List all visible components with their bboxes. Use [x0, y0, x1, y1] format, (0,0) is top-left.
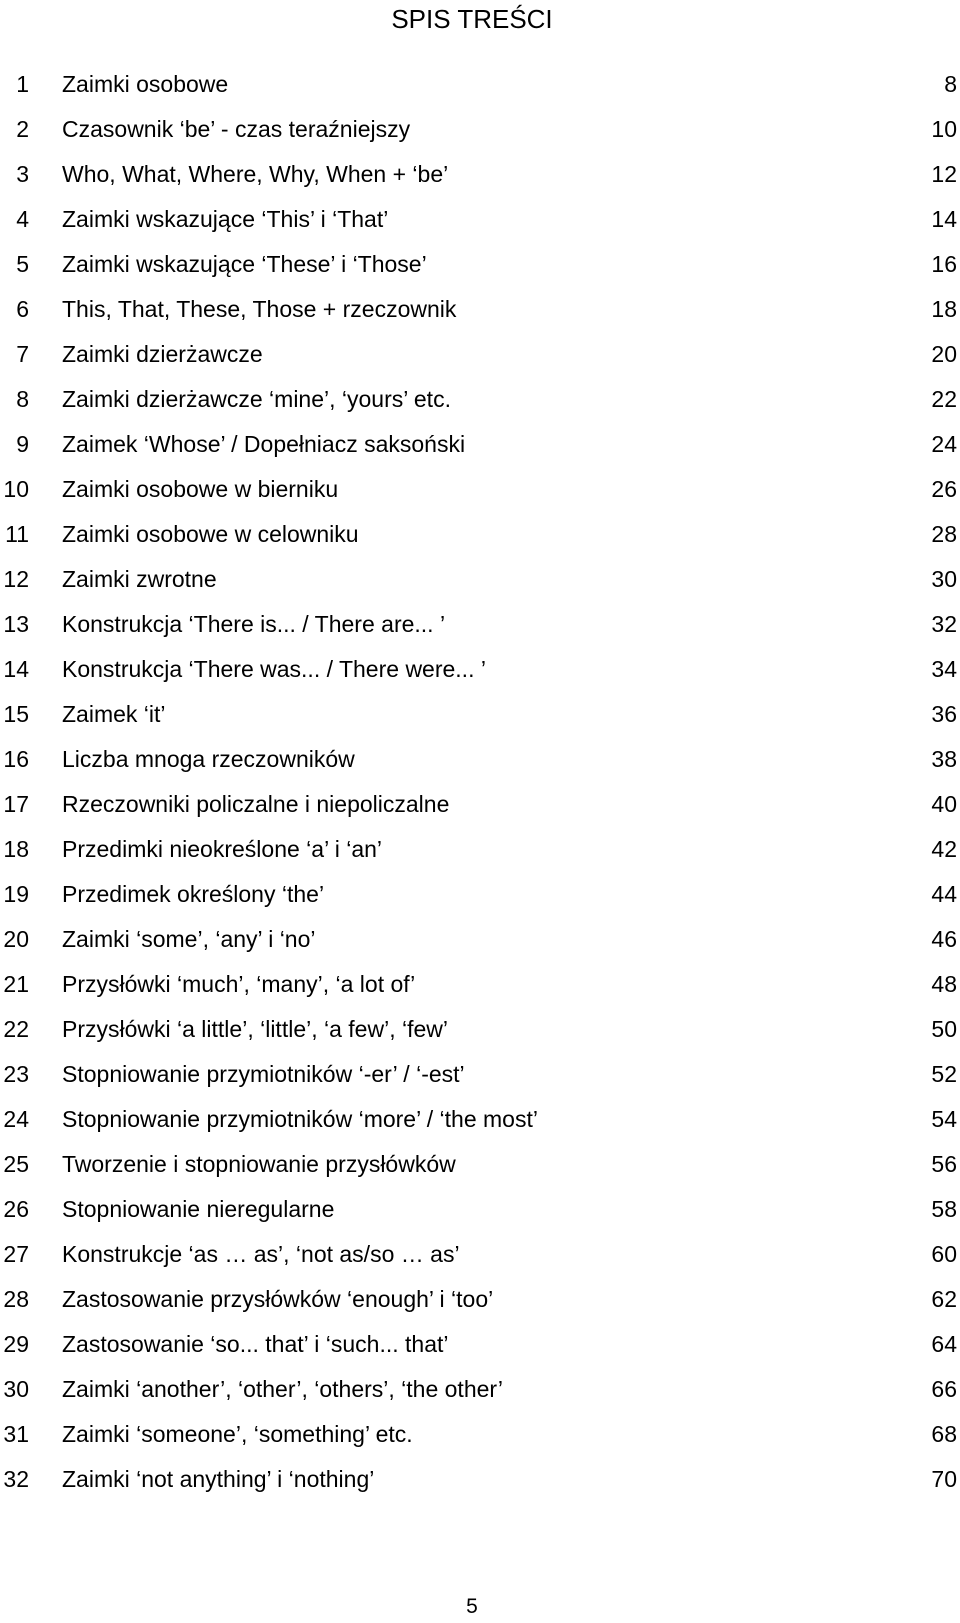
toc-entry: [0, 377, 960, 422]
toc-entry-page: 64: [931, 1331, 957, 1357]
toc-entry-number: 32: [3, 1466, 29, 1492]
toc-entry-title: Who, What, Where, Why, When + ‘be’: [62, 161, 449, 187]
toc-entry-number: 12: [3, 566, 29, 592]
toc-entry-title: Zaimki osobowe w celowniku: [62, 521, 359, 547]
toc-entry-number: 17: [3, 791, 29, 817]
toc-entry-number: 1: [16, 71, 29, 97]
toc-entry-title: Zastosowanie przysłówków ‘enough’ i ‘too’: [62, 1286, 494, 1312]
toc-entry: [0, 467, 960, 512]
toc-entry: [0, 647, 960, 692]
toc-entry-title: Stopniowanie przymiotników ‘-er’ / ‘-est’: [62, 1061, 465, 1087]
toc-entry-number: 13: [3, 611, 29, 637]
toc-entry-number: 7: [16, 341, 29, 367]
toc-entry: [0, 872, 960, 917]
toc-entry-number: 25: [3, 1151, 29, 1177]
toc-entry: [0, 1277, 960, 1322]
toc-entry-page: 24: [931, 431, 957, 457]
toc-entry-number: 8: [16, 386, 29, 412]
toc-entry-page: 52: [931, 1061, 957, 1087]
toc-entry-title: Zaimki wskazujące ‘This’ i ‘That’: [62, 206, 389, 232]
toc-entry-number: 6: [16, 296, 29, 322]
toc-entry-title: Konstrukcja ‘There is... / There are... ’: [62, 611, 446, 637]
toc-entry-number: 14: [3, 656, 29, 682]
toc-entry-page: 30: [931, 566, 957, 592]
toc-entry-page: 50: [931, 1016, 957, 1042]
toc-entry: [0, 1457, 960, 1502]
table-of-contents: [0, 62, 960, 1502]
toc-entry-page: 70: [931, 1466, 957, 1492]
toc-entry-page: 62: [931, 1286, 957, 1312]
toc-entry-page: 46: [931, 926, 957, 952]
toc-entry-page: 8: [944, 71, 957, 97]
toc-entry: [0, 62, 960, 107]
toc-entry-title: Stopniowanie przymiotników ‘more’ / ‘the most’: [62, 1106, 538, 1132]
toc-entry-number: 5: [16, 251, 29, 277]
toc-entry-number: 20: [3, 926, 29, 952]
toc-entry-title: Liczba mnoga rzeczowników: [62, 746, 355, 772]
toc-entry-title: Rzeczowniki policzalne i niepoliczalne: [62, 791, 450, 817]
toc-entry: [0, 737, 960, 782]
toc-entry-page: 44: [931, 881, 957, 907]
toc-entry-title: Przedimki nieokreślone ‘a’ i ‘an’: [62, 836, 383, 862]
toc-entry-title: Zaimek ‘Whose’ / Dopełniacz saksoński: [62, 431, 466, 457]
toc-entry-number: 18: [3, 836, 29, 862]
toc-entry-number: 10: [3, 476, 29, 502]
page-number: 5: [466, 1595, 478, 1618]
toc-entry-page: 60: [931, 1241, 957, 1267]
toc-entry-page: 48: [931, 971, 957, 997]
toc-entry: [0, 782, 960, 827]
toc-entry-title: Przysłówki ‘a little’, ‘little’, ‘a few’, ‘few’: [62, 1016, 448, 1042]
toc-entry-number: 9: [16, 431, 29, 457]
toc-entry-page: 20: [931, 341, 957, 367]
toc-entry-title: Zaimek ‘it’: [62, 701, 166, 727]
toc-entry-number: 24: [3, 1106, 29, 1132]
toc-entry-number: 11: [5, 521, 29, 547]
toc-entry: [0, 917, 960, 962]
toc-entry-page: 54: [931, 1106, 957, 1132]
toc-entry: [0, 1007, 960, 1052]
toc-entry-page: 40: [931, 791, 957, 817]
toc-entry: [0, 557, 960, 602]
toc-entry-page: 16: [931, 251, 957, 277]
toc-entry-number: 4: [16, 206, 29, 232]
toc-entry-title: Zaimki ‘not anything’ i ‘nothing’: [62, 1466, 375, 1492]
toc-entry-number: 2: [16, 116, 29, 142]
toc-entry-number: 16: [3, 746, 29, 772]
toc-entry-number: 28: [3, 1286, 29, 1312]
toc-entry-page: 42: [931, 836, 957, 862]
toc-entry-page: 36: [931, 701, 957, 727]
toc-entry-number: 30: [3, 1376, 29, 1402]
toc-entry-number: 15: [3, 701, 29, 727]
toc-entry: [0, 422, 960, 467]
toc-entry: [0, 332, 960, 377]
toc-entry: [0, 1322, 960, 1367]
toc-entry: [0, 602, 960, 647]
toc-entry-number: 19: [3, 881, 29, 907]
toc-entry: [0, 287, 960, 332]
toc-entry: [0, 1142, 960, 1187]
toc-entry-page: 14: [931, 206, 957, 232]
toc-entry-page: 28: [931, 521, 957, 547]
toc-entry-page: 56: [931, 1151, 957, 1177]
toc-entry: [0, 1412, 960, 1457]
toc-entry-number: 26: [3, 1196, 29, 1222]
toc-entry-page: 26: [931, 476, 957, 502]
toc-entry-title: Przedimek określony ‘the’: [62, 881, 325, 907]
toc-entry-page: 68: [931, 1421, 957, 1447]
page-title: SPIS TREŚCI: [391, 4, 553, 34]
toc-entry-page: 12: [931, 161, 957, 187]
toc-entry: [0, 512, 960, 557]
toc-entry-number: 31: [3, 1421, 29, 1447]
toc-entry: [0, 197, 960, 242]
toc-entry-title: Zaimki dzierżawcze ‘mine’, ‘yours’ etc.: [62, 386, 451, 412]
toc-entry-page: 18: [931, 296, 957, 322]
toc-entry-number: 27: [3, 1241, 29, 1267]
toc-entry-title: Zastosowanie ‘so... that’ i ‘such... that’: [62, 1331, 449, 1357]
toc-entry-title: Zaimki ‘some’, ‘any’ i ‘no’: [62, 926, 316, 952]
toc-entry-title: This, That, These, Those + rzeczownik: [62, 296, 457, 322]
toc-entry-title: Konstrukcje ‘as … as’, ‘not as/so … as’: [62, 1241, 460, 1267]
toc-entry-number: 21: [3, 971, 29, 997]
toc-entry-title: Tworzenie i stopniowanie przysłówków: [62, 1151, 456, 1177]
toc-entry-page: 34: [931, 656, 957, 682]
toc-entry: [0, 1367, 960, 1412]
toc-entry-title: Zaimki wskazujące ‘These’ i ‘Those’: [62, 251, 427, 277]
toc-entry-number: 29: [3, 1331, 29, 1357]
toc-entry: [0, 962, 960, 1007]
toc-entry-title: Zaimki osobowe w bierniku: [62, 476, 339, 502]
toc-entry: [0, 1232, 960, 1277]
toc-entry-title: Przysłówki ‘much’, ‘many’, ‘a lot of’: [62, 971, 416, 997]
toc-entry-title: Stopniowanie nieregularne: [62, 1196, 335, 1222]
toc-entry: [0, 1052, 960, 1097]
toc-entry-title: Zaimki dzierżawcze: [62, 341, 263, 367]
toc-entry: [0, 242, 960, 287]
toc-entry: [0, 1097, 960, 1142]
toc-entry: [0, 1187, 960, 1232]
toc-entry-page: 22: [931, 386, 957, 412]
toc-entry: [0, 152, 960, 197]
toc-entry: [0, 692, 960, 737]
toc-entry-title: Konstrukcja ‘There was... / There were... ’: [62, 656, 486, 682]
toc-entry-page: 38: [931, 746, 957, 772]
toc-entry-title: Zaimki zwrotne: [62, 566, 217, 592]
toc-entry-page: 10: [931, 116, 957, 142]
toc-entry-title: Zaimki osobowe: [62, 71, 229, 97]
toc-entry-number: 23: [3, 1061, 29, 1087]
toc-entry-number: 3: [16, 161, 29, 187]
toc-entry-page: 66: [931, 1376, 957, 1402]
toc-entry-title: Czasownik ‘be’ - czas teraźniejszy: [62, 116, 411, 142]
toc-entry-number: 22: [3, 1016, 29, 1042]
toc-entry: [0, 827, 960, 872]
toc-entry-title: Zaimki ‘someone’, ‘something’ etc.: [62, 1421, 413, 1447]
toc-entry-title: Zaimki ‘another’, ‘other’, ‘others’, ‘the other’: [62, 1376, 504, 1402]
toc-entry-page: 58: [931, 1196, 957, 1222]
toc-entry-page: 32: [931, 611, 957, 637]
toc-entry: [0, 107, 960, 152]
